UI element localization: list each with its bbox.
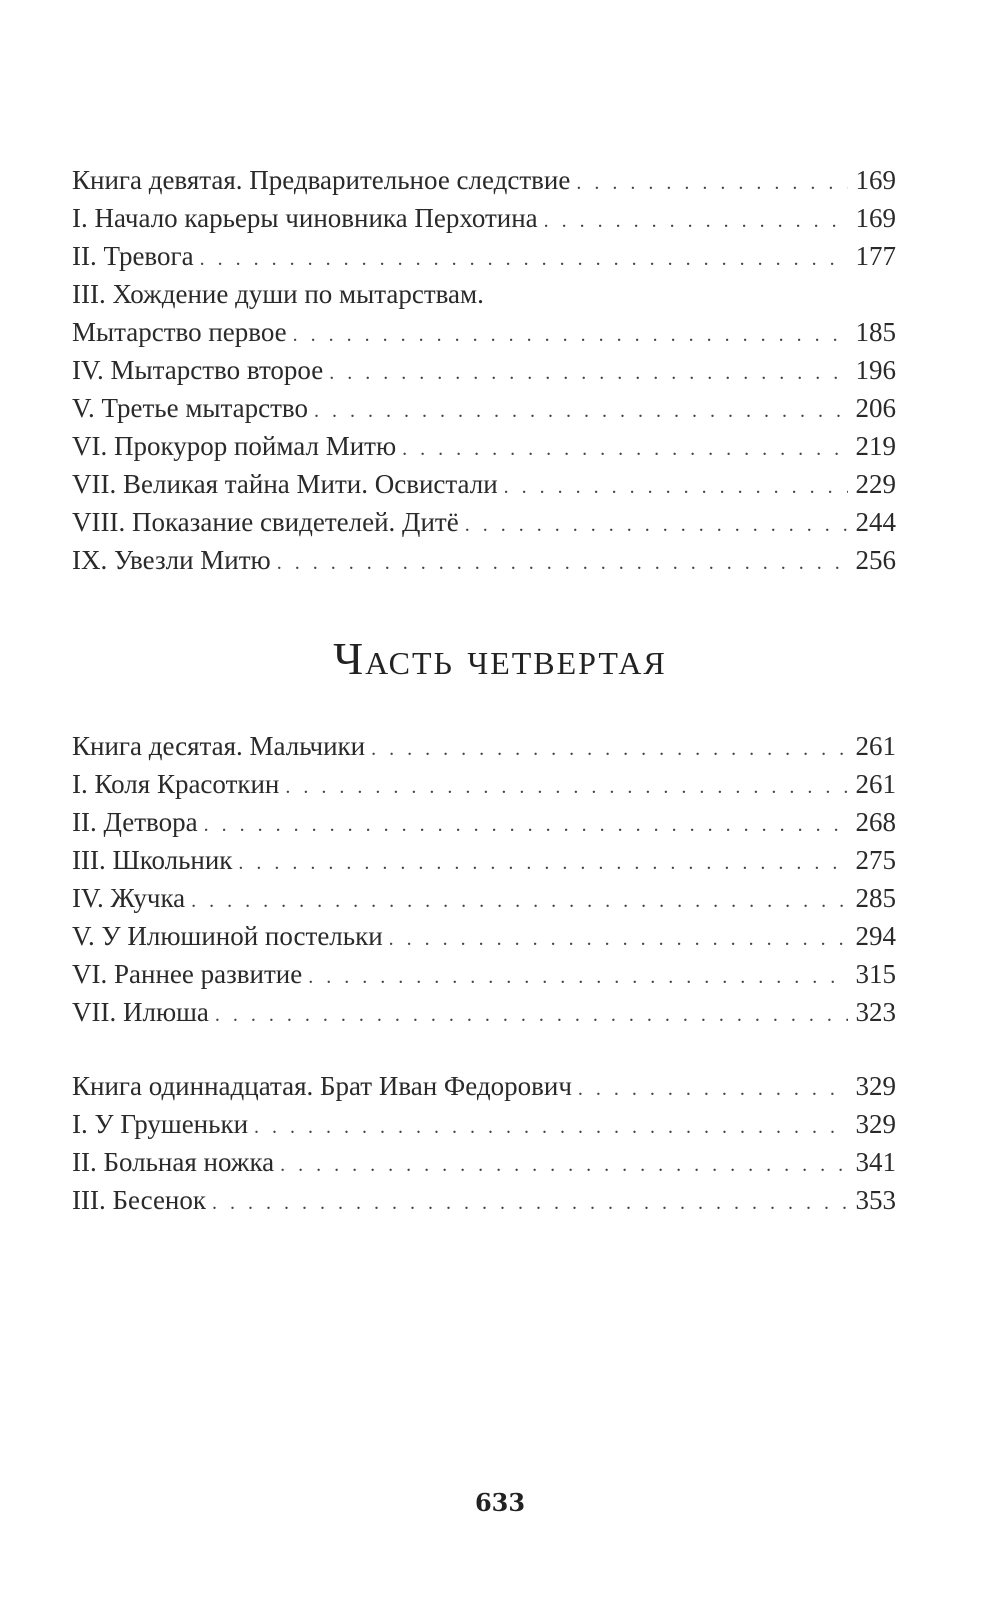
dot-leader (576, 164, 847, 202)
toc-entry (72, 465, 896, 503)
toc-entry-page: 219 (855, 431, 896, 461)
toc-entry-page: 196 (855, 355, 896, 385)
toc-entry-page: 177 (855, 241, 896, 271)
toc-entry-title: VII. Илюша (72, 997, 209, 1027)
toc-entry-page: 206 (855, 393, 896, 423)
toc-entry-title: II. Тревога (72, 241, 194, 271)
toc-entry-title: III. Хождение души по мытарствам. (72, 279, 484, 309)
dot-leader (200, 240, 848, 278)
toc-entry (72, 955, 896, 993)
toc-entry-title: II. Больная ножка (72, 1147, 275, 1177)
dot-leader (402, 430, 847, 468)
toc-entry (72, 765, 896, 803)
toc-entry-page: 256 (855, 545, 896, 575)
toc-entry (72, 1143, 896, 1181)
toc-entry (72, 1067, 896, 1105)
dot-leader (238, 844, 847, 882)
dot-leader (389, 920, 848, 958)
toc-book-ten (72, 727, 896, 1031)
dot-leader (465, 506, 848, 544)
toc-entry-page: 169 (855, 165, 896, 195)
toc-entry-title: III. Школьник (72, 845, 233, 875)
toc-entry (72, 803, 896, 841)
toc-entry (72, 879, 896, 917)
dot-leader (212, 1184, 848, 1222)
toc-entry-title: Книга одиннадцатая. Брат Иван Федорович (72, 1071, 572, 1101)
toc-entry-page: 353 (855, 1185, 896, 1215)
toc-entry-page: 268 (855, 807, 896, 837)
dot-leader (329, 354, 847, 392)
toc-entry-title: VI. Прокурор поймал Митю (72, 431, 397, 461)
toc-entry (72, 313, 896, 351)
toc-entry (72, 275, 896, 313)
part-heading: Часть четвертая (333, 633, 667, 684)
toc-entry-title: I. Коля Красоткин (72, 769, 280, 799)
toc-entry-title: Книга девятая. Предварительное следствие (72, 165, 571, 195)
toc-entry (72, 727, 896, 765)
toc-entry-title: IV. Жучка (72, 883, 186, 913)
toc-entry-title: Мытарство первое (72, 317, 287, 347)
toc-entry-page: 341 (855, 1147, 896, 1177)
toc-entry-page: 261 (855, 769, 896, 799)
toc-entry (72, 389, 896, 427)
toc-entry-page: 329 (855, 1071, 896, 1101)
dot-leader (280, 1146, 847, 1184)
toc-entry-title: VIII. Показание свидетелей. Дитё (72, 507, 459, 537)
dot-leader (308, 958, 847, 996)
toc-entry-title: V. У Илюшиной постельки (72, 921, 383, 951)
toc-entry (72, 503, 896, 541)
toc-entry-page: 285 (855, 883, 896, 913)
toc-entry-title: II. Детвора (72, 807, 198, 837)
toc-entry-title: VI. Раннее развитие (72, 959, 303, 989)
toc-entry (72, 917, 896, 955)
toc-entry (72, 993, 896, 1031)
toc-entry-page: 185 (855, 317, 896, 347)
page-number: 633 (474, 1488, 526, 1517)
toc-entry (72, 541, 896, 579)
toc-entry-page: 169 (855, 203, 896, 233)
toc-entry-page: 261 (855, 731, 896, 761)
dot-leader (215, 996, 848, 1034)
toc-entry (72, 161, 896, 199)
toc-entry (72, 841, 896, 879)
toc-entry-page: 315 (855, 959, 896, 989)
toc-entry-page: 294 (855, 921, 896, 951)
toc-entry-page: 275 (855, 845, 896, 875)
toc-entry-page: 244 (855, 507, 896, 537)
toc-entry-title: III. Бесенок (72, 1185, 206, 1215)
toc-entry-page: 229 (855, 469, 896, 499)
toc-entry (72, 1105, 896, 1143)
toc-entry-title: V. Третье мытарство (72, 393, 308, 423)
toc-entry (72, 1181, 896, 1219)
toc-entry-title: IV. Мытарство второе (72, 355, 324, 385)
toc-entry (72, 351, 896, 389)
dot-leader (293, 316, 848, 354)
dot-leader (544, 202, 848, 240)
dot-leader (504, 468, 848, 506)
dot-leader (371, 730, 847, 768)
toc-entry (72, 237, 896, 275)
dot-leader (285, 768, 847, 806)
toc-entry-page: 329 (855, 1109, 896, 1139)
dot-leader (254, 1108, 847, 1146)
dot-leader (191, 882, 847, 920)
toc-book-eleven (72, 1067, 896, 1219)
toc-entry-title: I. Начало карьеры чиновника Перхотина (72, 203, 538, 233)
toc-entry-title: VII. Великая тайна Мити. Освистали (72, 469, 498, 499)
toc-entry (72, 199, 896, 237)
dot-leader (314, 392, 848, 430)
dot-leader (204, 806, 848, 844)
toc-book-nine (72, 161, 896, 579)
toc-entry-title: Книга десятая. Мальчики (72, 731, 366, 761)
toc-entry-title: I. У Грушеньки (72, 1109, 249, 1139)
toc-entry (72, 427, 896, 465)
dot-leader (578, 1070, 848, 1108)
toc-entry-page: 323 (855, 997, 896, 1027)
dot-leader (277, 544, 848, 582)
toc-entry-title: IX. Увезли Митю (72, 545, 271, 575)
